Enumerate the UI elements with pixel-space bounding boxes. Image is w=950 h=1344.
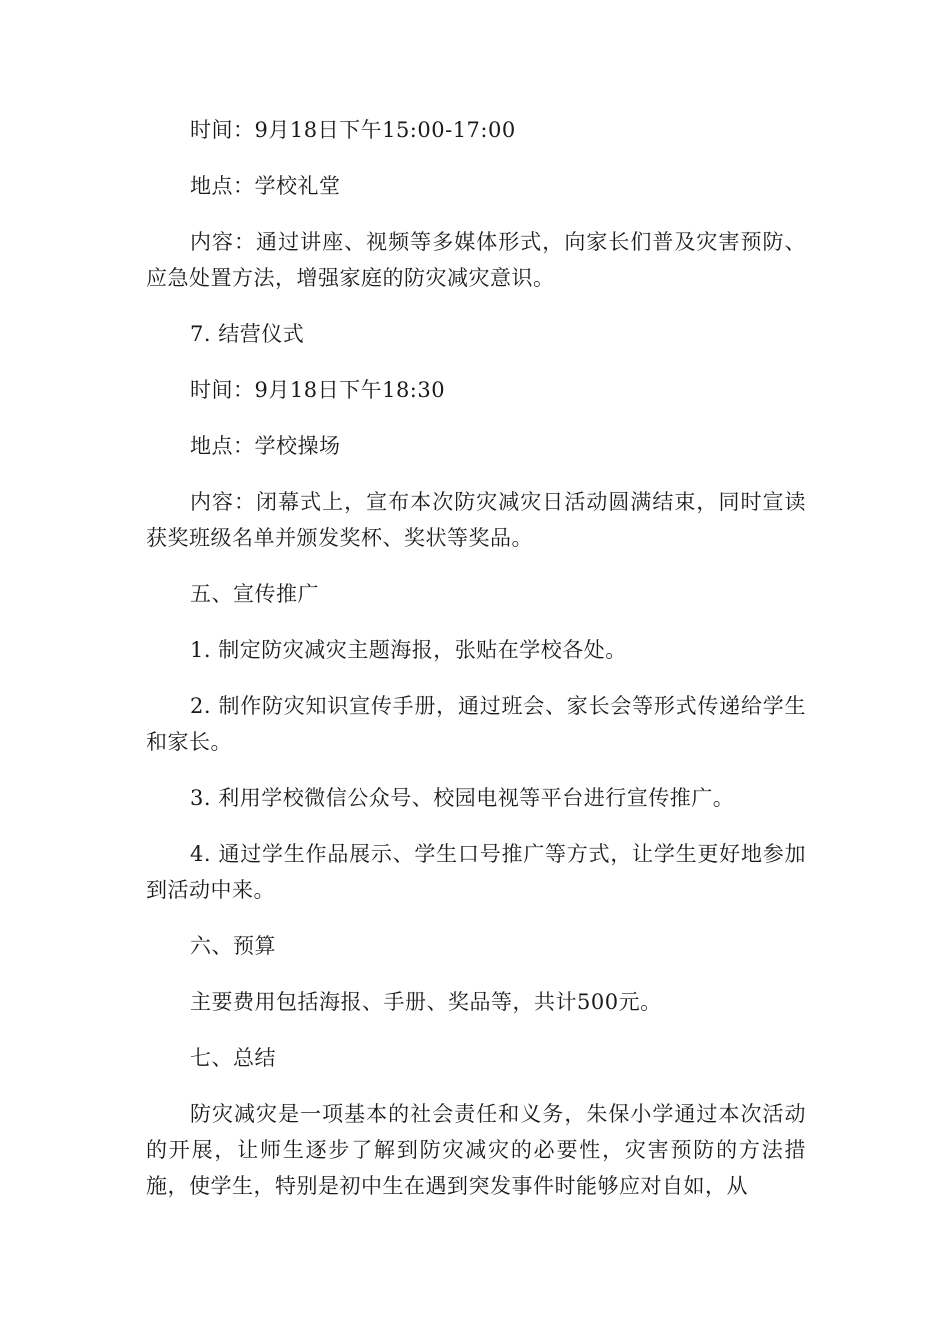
- section-heading-budget: 六、预算: [190, 934, 276, 958]
- list-item: 4. 通过学生作品展示、学生口号推广等方式，让学生更好地参加到活动中来。: [146, 842, 806, 902]
- section-heading-closing-ceremony: 7. 结营仪式: [190, 322, 305, 346]
- paragraph-content: 内容：通过讲座、视频等多媒体形式，向家长们普及灾害预防、应急处置方法，增强家庭的防灾减灾意识。: [146, 230, 806, 290]
- paragraph-location: 地点：学校操场: [190, 434, 341, 458]
- section-heading-summary: 七、总结: [190, 1046, 276, 1070]
- paragraph-budget: 主要费用包括海报、手册、奖品等，共计500元。: [190, 990, 662, 1014]
- list-item: 1. 制定防灾减灾主题海报，张贴在学校各处。: [190, 638, 627, 662]
- paragraph-summary: 防灾减灾是一项基本的社会责任和义务，朱保小学通过本次活动的开展，让师生逐步了解到防灾减灾的必要性，灾害预防的方法措施，使学生，特别是初中生在遇到突发事件时能够应对自如，从: [146, 1102, 806, 1198]
- section-heading-promotion: 五、宣传推广: [190, 582, 319, 606]
- paragraph-content: 内容：闭幕式上，宣布本次防灾减灾日活动圆满结束，同时宣读获奖班级名单并颁发奖杯、奖状等奖品。: [146, 490, 806, 550]
- paragraph-location: 地点：学校礼堂: [190, 174, 341, 198]
- list-item: 2. 制作防灾知识宣传手册，通过班会、家长会等形式传递给学生和家长。: [146, 694, 806, 754]
- list-item: 3. 利用学校微信公众号、校园电视等平台进行宣传推广。: [190, 786, 735, 810]
- paragraph-time: 时间：9月18日下午18:30: [190, 378, 446, 402]
- document-body: [146, 112, 806, 1224]
- paragraph-time: 时间：9月18日下午15:00-17:00: [190, 118, 516, 142]
